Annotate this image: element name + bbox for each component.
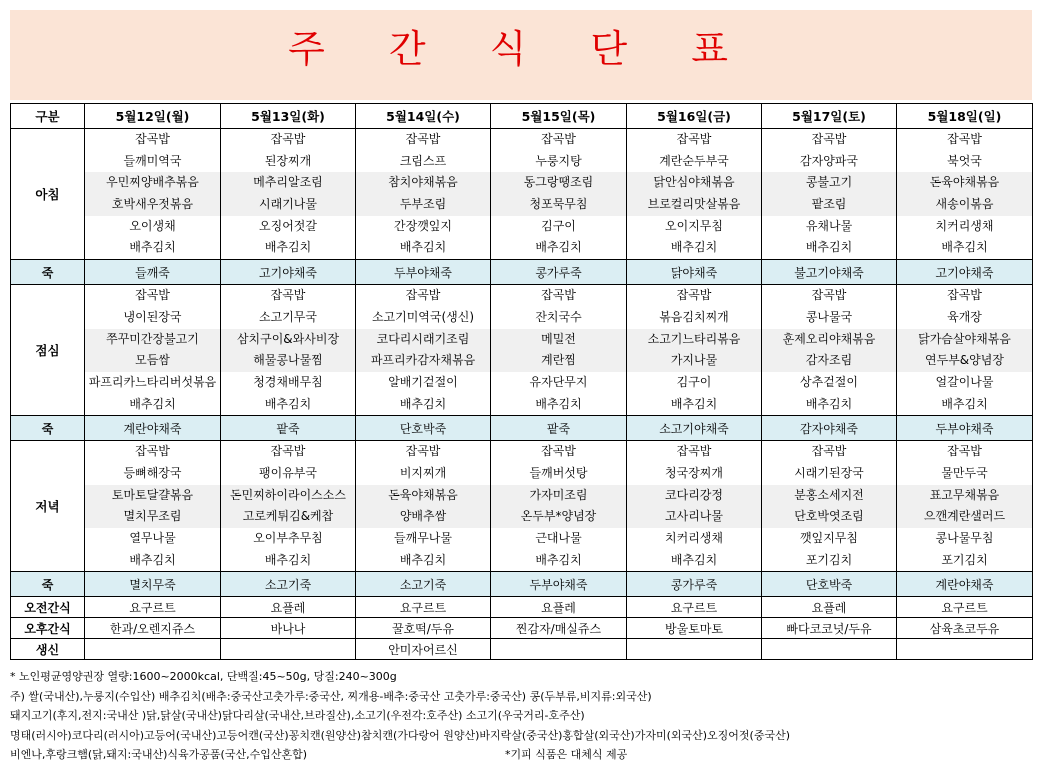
dish-item: 계란찜 (491, 350, 626, 372)
snack-label: 오전간식 (11, 597, 85, 618)
dish-item: 잡곡밥 (947, 288, 982, 303)
dish-item: 메추리알조림 (221, 172, 355, 194)
dish-item: 소고기미역국(생신) (371, 309, 475, 324)
meal-cell (762, 129, 897, 260)
header-row (11, 104, 1033, 129)
dish-item: 연두부&양념장 (897, 350, 1032, 372)
dish-item: 배추김치 (264, 240, 312, 255)
snack-cell (221, 639, 356, 660)
dish-item: 가지나물 (627, 350, 761, 372)
porridge-cell: 불고기야채죽 (762, 260, 897, 285)
dish-item: 배추김치 (264, 396, 312, 411)
dish-item: 참치야채볶음 (356, 172, 490, 194)
porridge-cell: 팥죽 (221, 416, 356, 441)
dish-item: 콩불고기 (762, 172, 896, 194)
dish-item: 잡곡밥 (405, 132, 441, 146)
origin-note-1: 주) 쌀(국내산),누룽지(수입산) 배추김치(배추:중국산고춧가루:중국산, 찌개용-배추:중국산 고춧가루:중국산) 콩(두부류,비지류:외국산) (10, 689, 652, 703)
dish-item: 파프리카느타리버섯볶음 (88, 374, 217, 389)
dish-item: 김구이 (541, 218, 576, 233)
porridge-cell: 단호박죽 (762, 572, 897, 597)
day-header: 5월16일(금) (627, 104, 762, 129)
dish-item: 배추김치 (941, 240, 988, 255)
dish-item: 잡곡밥 (947, 444, 982, 459)
dish-item: 잡곡밥 (676, 132, 712, 146)
dish-item: 들깨버섯탕 (529, 465, 588, 480)
dish-item: 누룽지탕 (535, 153, 582, 168)
dish-item: 포기김치 (805, 552, 853, 567)
dish-item: 상추겉절이 (800, 374, 858, 389)
snack-cell: 방울토마토 (627, 618, 762, 639)
porridge-label: 죽 (11, 572, 85, 597)
dish-item: 오징어젓갈 (259, 218, 317, 233)
meal-cell (85, 441, 221, 572)
dish-item: 유자단무지 (529, 374, 588, 389)
dish-item: 배추김치 (129, 240, 176, 255)
meal-cell (221, 285, 356, 416)
dish-item: 잡곡밥 (135, 132, 170, 146)
snack-cell: 빠다코코넛/두유 (762, 618, 897, 639)
porridge-cell: 두부야채죽 (897, 416, 1033, 441)
dish-item: 돈민찌하이라이스소스 (221, 485, 355, 507)
footnotes (10, 667, 1040, 765)
snack-cell (897, 639, 1033, 660)
meal-cell (85, 285, 221, 416)
dish-item: 청국장찌개 (665, 465, 723, 480)
dish-item: 청경채배무침 (253, 374, 323, 389)
dish-item: 소고기무국 (259, 309, 317, 324)
dish-item: 시래기나물 (221, 194, 355, 216)
dish-item: 북엇국 (947, 153, 982, 168)
dish-item: 치커리생채 (665, 531, 723, 545)
dish-item: 쭈꾸미간장불고기 (85, 329, 220, 351)
dish-item: 브로컬리맛살볶음 (627, 194, 761, 216)
dish-item: 들깨무나물 (394, 531, 452, 545)
dish-item: 양배추쌈 (356, 506, 490, 528)
snack-cell: 요플레 (762, 597, 897, 618)
dish-item: 감자양파국 (800, 153, 858, 168)
dish-item: 토마토달걀볶음 (85, 485, 220, 507)
snack-cell: 바나나 (221, 618, 356, 639)
porridge-cell: 멸치무죽 (85, 572, 221, 597)
meal-cell (897, 285, 1033, 416)
title-band (10, 10, 1032, 100)
page-title: 주 간 식 단 표 (288, 27, 754, 71)
dish-item: 잡곡밥 (541, 444, 576, 459)
dish-item: 고로케튀김&케찹 (221, 506, 355, 528)
dish-item: 가자미조림 (491, 485, 626, 507)
dish-item: 잡곡밥 (541, 132, 576, 146)
snack-cell: 요플레 (221, 597, 356, 618)
porridge-cell: 콩가루죽 (491, 260, 627, 285)
dish-item: 배추김치 (670, 396, 718, 411)
dish-item: 표고무채볶음 (897, 485, 1032, 507)
porridge-cell: 계란야채죽 (85, 416, 221, 441)
dish-item: 새송이볶음 (897, 194, 1032, 216)
dish-item: 배추김치 (670, 240, 718, 255)
snack-cell (491, 639, 627, 660)
dish-item: 배추김치 (535, 240, 582, 255)
porridge-row (11, 572, 1033, 597)
porridge-cell: 감자야채죽 (762, 416, 897, 441)
snack-cell (627, 639, 762, 660)
dish-item: 잡곡밥 (811, 288, 847, 303)
snack-cell: 안미자어르신 (356, 639, 491, 660)
dish-item: 얼갈이나물 (935, 374, 994, 389)
dish-item: 물만두국 (941, 465, 988, 480)
dish-item: 콩나물무침 (935, 531, 994, 545)
day-header: 5월14일(수) (356, 104, 491, 129)
dish-item: 돈육야채볶음 (897, 172, 1032, 194)
snack-cell (762, 639, 897, 660)
dish-item: 소고기느타리볶음 (627, 329, 761, 351)
dish-item: 볶음김치찌개 (659, 309, 729, 324)
dish-item: 김구이 (676, 374, 712, 389)
dish-item: 근대나물 (535, 531, 582, 545)
meal-row (11, 129, 1033, 260)
dish-item: 으깬계란샐러드 (897, 506, 1032, 528)
snack-row (11, 597, 1033, 618)
dish-item: 호박새우젓볶음 (85, 194, 220, 216)
porridge-cell: 고기야채죽 (221, 260, 356, 285)
dish-item: 잡곡밥 (947, 132, 982, 146)
dish-item: 팥조림 (762, 194, 896, 216)
dish-item: 삼치구이&와사비장 (221, 329, 355, 351)
dish-item: 배추김치 (399, 396, 447, 411)
meal-cell (627, 441, 762, 572)
dish-item: 잡곡밥 (811, 444, 847, 459)
dish-item: 잡곡밥 (405, 444, 441, 459)
dish-item: 훈제오리야채볶음 (762, 329, 896, 351)
dish-item: 배추김치 (670, 552, 718, 567)
day-header: 5월15일(목) (491, 104, 627, 129)
dish-item: 배추김치 (805, 396, 853, 411)
dish-item: 잔치국수 (535, 309, 582, 324)
dish-item: 유채나물 (805, 218, 853, 233)
dish-item: 메밀전 (491, 329, 626, 351)
porridge-cell: 들깨죽 (85, 260, 221, 285)
dish-item: 우민찌양배추볶음 (85, 172, 220, 194)
dish-item: 배추김치 (535, 396, 582, 411)
dish-item: 시래기된장국 (794, 465, 864, 480)
meal-cell (627, 285, 762, 416)
dish-item: 비지찌개 (399, 465, 447, 480)
dish-item: 팽이유부국 (259, 465, 317, 480)
dish-item: 파프리카감자채볶음 (356, 350, 490, 372)
dish-item: 모듬쌈 (85, 350, 220, 372)
dish-item: 돈육야채볶음 (356, 485, 490, 507)
porridge-cell: 닭야채죽 (627, 260, 762, 285)
dish-item: 해물콩나물찜 (221, 350, 355, 372)
dish-item: 배추김치 (129, 396, 176, 411)
meal-label: 아침 (11, 129, 85, 260)
porridge-cell: 두부야채죽 (491, 572, 627, 597)
porridge-cell: 팥죽 (491, 416, 627, 441)
dish-item: 잡곡밥 (270, 444, 306, 459)
dish-item: 배추김치 (805, 240, 853, 255)
dish-item: 포기김치 (941, 552, 988, 567)
porridge-cell: 단호박죽 (356, 416, 491, 441)
dish-item: 잡곡밥 (270, 288, 306, 303)
snack-cell: 요플레 (491, 597, 627, 618)
origin-note-2: 돼지고기(후지,전지:국내산 )닭,닭살(국내산)닭다리살(국내산,브라질산),소고기(우전각:호주산) 소고기(우국거리-호주산) (10, 709, 585, 722)
dish-item: 동그랑땡조림 (491, 172, 626, 194)
porridge-row (11, 260, 1033, 285)
snack-cell (85, 639, 221, 660)
meal-cell (491, 129, 627, 260)
dish-item: 계란순두부국 (659, 153, 729, 168)
dish-item: 간장깻잎지 (394, 218, 452, 233)
snack-cell: 한과/오렌지쥬스 (85, 618, 221, 639)
dish-item: 멸치무조림 (85, 506, 220, 528)
meal-cell (221, 441, 356, 572)
porridge-cell: 고기야채죽 (897, 260, 1033, 285)
dish-item: 콩나물국 (805, 309, 853, 324)
dish-item: 코다리시래기조림 (356, 329, 490, 351)
dish-item: 치커리생채 (935, 218, 994, 233)
dish-item: 깻잎지무침 (800, 531, 858, 545)
dish-item: 잡곡밥 (405, 288, 441, 303)
snack-cell: 요구르트 (627, 597, 762, 618)
porridge-cell: 소고기죽 (356, 572, 491, 597)
dish-item: 오이부추무침 (253, 531, 323, 545)
snack-cell: 요구르트 (897, 597, 1033, 618)
meal-cell (762, 285, 897, 416)
dish-item: 닭안심야채볶음 (627, 172, 761, 194)
meal-cell (897, 441, 1033, 572)
porridge-label: 죽 (11, 416, 85, 441)
nutrition-note: * 노인평균영양권장 열량:1600~2000kcal, 단백질:45~50g, 당질:240~300g (10, 670, 397, 683)
dish-item: 고사리나물 (627, 506, 761, 528)
dish-item: 온두부*양념장 (491, 506, 626, 528)
dish-item: 배추김치 (941, 396, 988, 411)
dish-item: 잡곡밥 (135, 288, 170, 303)
porridge-cell: 소고기야채죽 (627, 416, 762, 441)
porridge-label: 죽 (11, 260, 85, 285)
meal-cell (897, 129, 1033, 260)
meal-cell (356, 441, 491, 572)
meal-row (11, 441, 1033, 572)
day-header: 5월12일(월) (85, 104, 221, 129)
dish-item: 배추김치 (264, 552, 312, 567)
dish-item: 코다리강정 (627, 485, 761, 507)
dish-item: 청포묵무침 (491, 194, 626, 216)
snack-label: 생신 (11, 639, 85, 660)
substitution-note: *기피 식품은 대체식 제공 (505, 748, 628, 761)
snack-row (11, 639, 1033, 660)
porridge-cell: 소고기죽 (221, 572, 356, 597)
dish-item: 닭가슴살야채볶음 (897, 329, 1032, 351)
dish-item: 배추김치 (399, 552, 447, 567)
category-header: 구분 (11, 104, 85, 129)
dish-item: 오이지무침 (665, 218, 723, 233)
porridge-cell: 계란야채죽 (897, 572, 1033, 597)
dish-item: 열무나물 (129, 531, 176, 545)
dish-item: 잡곡밥 (135, 444, 170, 459)
dish-item: 배추김치 (129, 552, 176, 567)
dish-item: 냉이된장국 (123, 309, 182, 324)
dish-item: 분홍소세지전 (762, 485, 896, 507)
meal-row (11, 285, 1033, 416)
meal-cell (491, 285, 627, 416)
dish-item: 단호박엿조림 (762, 506, 896, 528)
dish-item: 육개장 (947, 309, 982, 324)
dish-item: 잡곡밥 (676, 444, 712, 459)
snack-cell: 찐감자/매실쥬스 (491, 618, 627, 639)
dish-item: 잡곡밥 (270, 132, 306, 146)
meal-label: 저녁 (11, 441, 85, 572)
snack-label: 오후간식 (11, 618, 85, 639)
meal-cell (762, 441, 897, 572)
day-header: 5월18일(일) (897, 104, 1033, 129)
meal-cell (221, 129, 356, 260)
dish-item: 배추김치 (535, 552, 582, 567)
dish-item: 잡곡밥 (541, 288, 576, 303)
dish-item: 두부조림 (356, 194, 490, 216)
snack-row (11, 618, 1033, 639)
dish-item: 크림스프 (399, 153, 447, 168)
meal-cell (85, 129, 221, 260)
dish-item: 오이생채 (129, 218, 176, 233)
origin-note-3: 명태(러시아)코다리(러시아)고등어(국내산)고등어캔(국산)꽁치캔(원양산)참치캔(가다랑어 원양산)바지락살(중국산)홍합살(외국산)가자미(외국산)오징어젓(중국산) (10, 728, 791, 742)
snack-cell: 꿀호떡/두유 (356, 618, 491, 639)
snack-cell: 요구르트 (85, 597, 221, 618)
dish-item: 잡곡밥 (676, 288, 712, 303)
dish-item: 알배기겉절이 (388, 374, 458, 389)
menu-table (10, 103, 1033, 660)
snack-cell: 삼육초코두유 (897, 618, 1033, 639)
day-header: 5월13일(화) (221, 104, 356, 129)
dish-item: 배추김치 (399, 240, 447, 255)
meal-cell (627, 129, 762, 260)
porridge-cell: 두부야채죽 (356, 260, 491, 285)
meal-cell (491, 441, 627, 572)
meal-cell (356, 129, 491, 260)
dish-item: 된장찌개 (264, 153, 312, 168)
dish-item: 들깨미역국 (123, 153, 182, 168)
origin-note-4: 비엔나,후랑크햄(닭,돼지:국내산)식육가공품(국산,수입산혼합) (10, 748, 308, 761)
dish-item: 감자조림 (762, 350, 896, 372)
dish-item: 등뼈해장국 (123, 465, 182, 480)
meal-label: 점심 (11, 285, 85, 416)
day-header: 5월17일(토) (762, 104, 897, 129)
porridge-cell: 콩가루죽 (627, 572, 762, 597)
porridge-row (11, 416, 1033, 441)
meal-cell (356, 285, 491, 416)
dish-item: 잡곡밥 (811, 132, 847, 146)
snack-cell: 요구르트 (356, 597, 491, 618)
